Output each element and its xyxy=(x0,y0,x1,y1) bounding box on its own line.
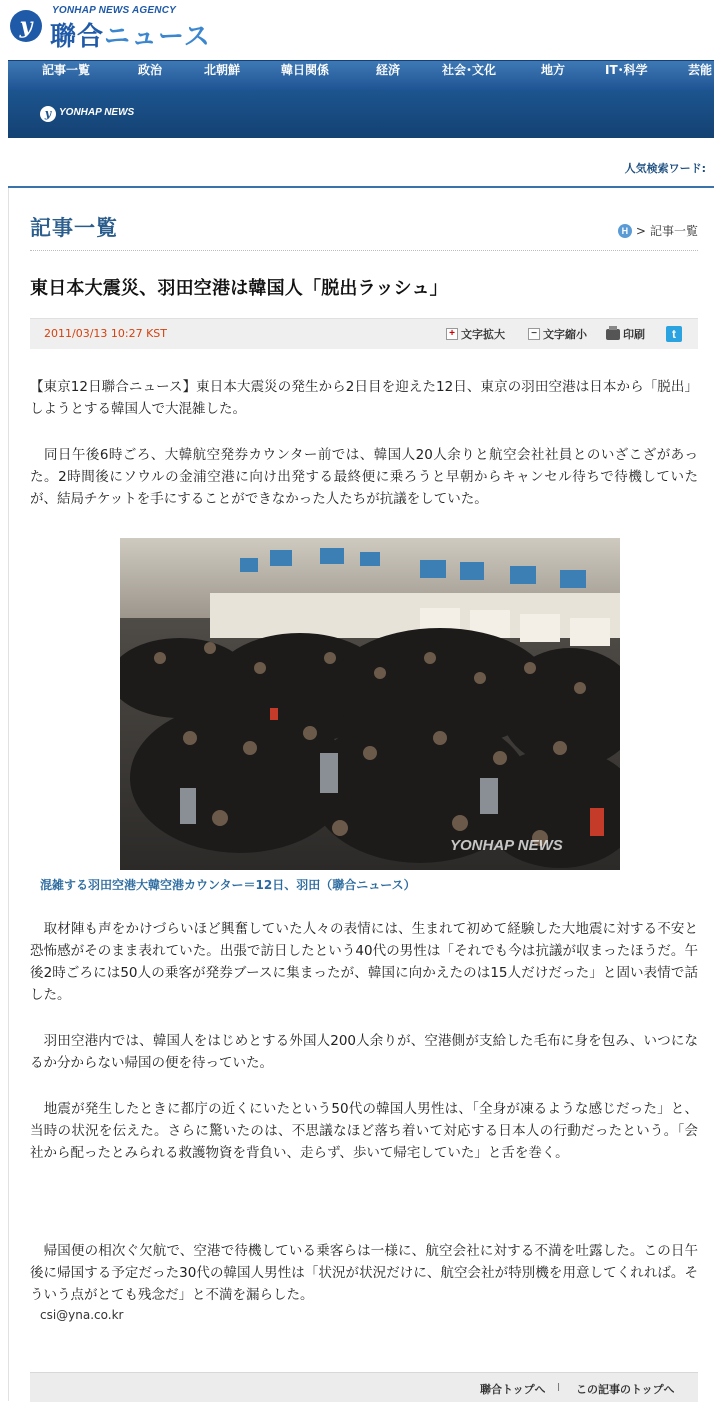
photo-caption: 混雑する羽田空港大韓空港カウンター＝12日、羽田（聯合ニュース） xyxy=(40,878,416,892)
article-paragraph: 同日午後6時ごろ、大韓航空発券カウンター前では、韓国人20人余りと航空会社社員とのいざこざがあった。2時間後にソウルの金浦空港に向け出発する最終便に乗ろうと早朝からキャンセル待ちで待機していたが、結局チケットを手にすることができなかった人たちが抗議をしていた。 xyxy=(30,447,698,507)
article-paragraph: 【東京12日聯合ニュース】東日本大震災の発生から2日目を迎えた12日、東京の羽田空港は日本から「脱出」しようとする韓国人で大混雑した。 xyxy=(30,379,698,417)
article-paragraph: 羽田空港内では、韓国人をはじめとする外国人200人余りが、空港側が支給した毛布に身を包み、いつになるか分からない帰国の便を待っていた。 xyxy=(30,1033,698,1071)
airport-crowd-image xyxy=(120,538,620,870)
breadcrumb-separator: > xyxy=(635,223,646,238)
article-top-link[interactable]: この記事のトップへ xyxy=(576,1383,675,1396)
brand-name xyxy=(50,16,211,53)
enlarge-text-button[interactable] xyxy=(446,326,505,342)
print-label: 印刷 xyxy=(623,328,645,341)
article-photo xyxy=(120,538,620,870)
nav-item-politics[interactable]: 政治 xyxy=(138,63,163,77)
yonhap-small-logo-icon: y xyxy=(40,106,56,122)
section-divider xyxy=(30,250,698,251)
popular-keywords-label: 人気検索ワード: xyxy=(624,162,706,175)
breadcrumb xyxy=(618,222,698,239)
nav-item-society-culture[interactable]: 社会･文化 xyxy=(442,63,497,77)
site-logo[interactable] xyxy=(8,2,268,54)
nav-item-entertainment[interactable]: 芸能 xyxy=(688,63,713,77)
twitter-icon[interactable]: t xyxy=(666,326,682,342)
minus-icon: − xyxy=(528,328,540,340)
footer-bar xyxy=(30,1372,698,1402)
nav-item-north-korea[interactable]: 北朝鮮 xyxy=(204,63,241,77)
main-nav xyxy=(8,60,714,91)
enlarge-text-label: 文字拡大 xyxy=(461,328,505,341)
article-paragraph: 帰国便の相次ぐ欠航で、空港で待機している乗客らは一様に、航空会社に対する不満を吐露した。この日午後に帰国する予定だった30代の韓国人男性は「状況が状況だけに、航空会社が特別機を用意してくれれば。そういう点がとても残念だ」と不満を漏らした。 xyxy=(30,1243,698,1303)
nav-item-economy[interactable]: 経済 xyxy=(376,63,401,77)
nav-item-it-science[interactable]: IT･科学 xyxy=(605,63,648,77)
sub-banner-text[interactable]: YONHAP NEWS xyxy=(59,107,135,118)
brand-name-kanji: 聯合 xyxy=(50,22,105,52)
article-paragraph: 地震が発生したときに都庁の近くにいたという50代の韓国人男性は、「全身が凍るような感じだった」と、当時の状況を伝えた。さらに驚いたのは、不思議なほど落ち着いて対応する日本人の行動だったという。「会社から配ったとみられる救護物資を背負い、走らず、歩いて帰宅していた」と舌を巻く。 xyxy=(30,1101,698,1161)
photo-watermark: YONHAP NEWS xyxy=(450,837,563,854)
nav-item-korea-japan[interactable]: 韓日関係 xyxy=(281,63,330,77)
article-paragraph: 取材陣も声をかけづらいほど興奮していた人々の表情には、生まれて初めて経験した大地震に対する不安と恐怖感がそのまま表れていた。出張で訪日したという40代の男性は「それでも今は抗議が収まったほうだ。午後2時ごろには50人の乗客が発券ブースに集まったが、韓国に向かえたのは15人だけだった」と固い表情で話した。 xyxy=(30,921,698,1003)
print-button[interactable] xyxy=(606,326,645,342)
sub-banner xyxy=(8,90,714,138)
breadcrumb-current[interactable]: 記事一覧 xyxy=(649,224,698,238)
yonhap-top-link[interactable]: 聯合トップへ xyxy=(480,1383,546,1396)
shrink-text-button[interactable] xyxy=(528,326,587,342)
nav-item-regional[interactable]: 地方 xyxy=(541,63,566,77)
article-headline: 東日本大震災、羽田空港は韓国人「脱出ラッシュ」 xyxy=(30,278,448,299)
printer-icon xyxy=(606,329,620,340)
article-meta-bar xyxy=(30,318,698,349)
section-title: 記事一覧 xyxy=(30,216,118,240)
shrink-text-label: 文字縮小 xyxy=(543,328,587,341)
home-icon[interactable]: H xyxy=(618,224,632,238)
nav-item-articles[interactable]: 記事一覧 xyxy=(42,63,91,77)
footer-separator: l xyxy=(557,1381,561,1394)
yonhap-logo-icon: y xyxy=(10,10,42,42)
plus-icon: + xyxy=(446,328,458,340)
author-email[interactable]: csi@yna.co.kr xyxy=(40,1308,124,1322)
brand-agency-text: YONHAP NEWS AGENCY xyxy=(52,5,176,16)
article-date: 2011/03/13 10:27 KST xyxy=(44,327,168,340)
brand-name-kana: ニュース xyxy=(104,22,211,52)
